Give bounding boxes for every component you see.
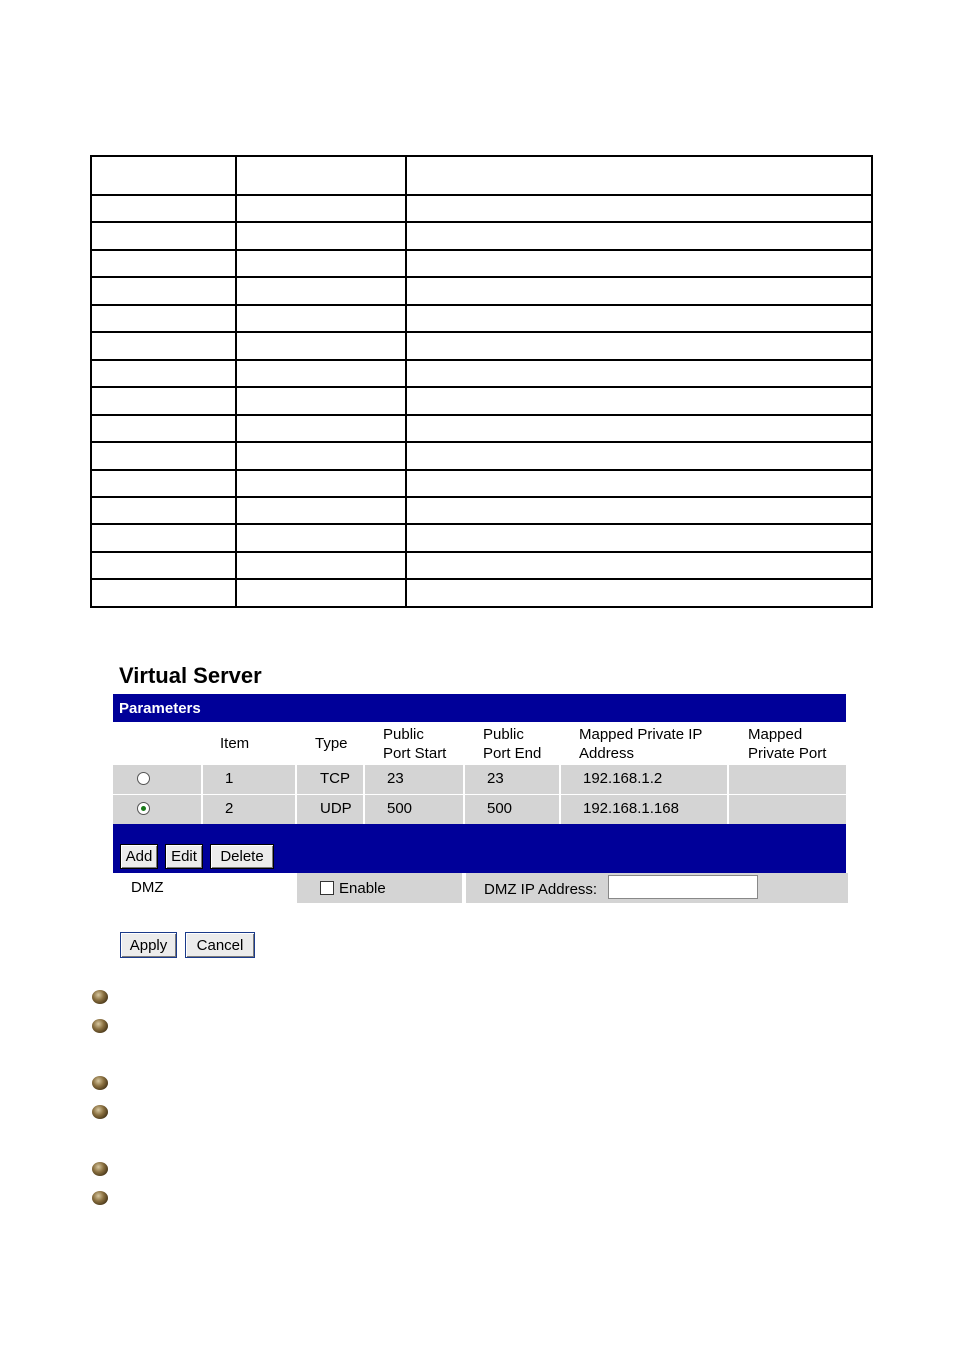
table-row [113,765,846,794]
table-row [91,470,872,497]
table-row [91,277,872,304]
column-header-item: Item [220,735,250,752]
mapped-ip-cell [559,795,729,824]
empty-table-body [91,156,872,607]
table-cell [406,250,872,277]
bullet-icon [92,1019,108,1033]
mapped-ip-cell [559,765,729,794]
port-start-cell [363,765,465,794]
bullet-icon [92,1191,108,1205]
table-cell [406,579,872,607]
item-cell [201,765,297,794]
item-cell [201,795,297,824]
table-row [113,795,846,824]
port-end-value: 23 [487,770,504,787]
table-cell [406,552,872,579]
table-cell [406,470,872,497]
table-row [91,524,872,551]
table-row [91,552,872,579]
dmz-enable-cell [297,873,462,903]
table-cell [236,156,406,195]
row-radio[interactable] [137,802,150,815]
table-row [91,156,872,195]
table-cell [236,470,406,497]
table-cell [236,415,406,442]
item-value: 1 [225,770,234,787]
table-row [91,579,872,607]
table-cell [91,332,236,359]
table-cell [91,222,236,249]
table-cell [406,222,872,249]
type-cell [295,795,365,824]
table-cell [236,524,406,551]
table-cell [91,277,236,304]
type-cell [295,765,365,794]
table-cell [406,277,872,304]
column-header-type: Type [315,735,348,752]
parameters-label: Parameters [119,700,201,717]
column-header-private-port: Mapped Private Port [748,726,827,762]
add-button[interactable]: Add [120,844,158,869]
port-start-value: 500 [387,800,413,817]
table-row [91,332,872,359]
table-cell [406,360,872,387]
table-cell [406,387,872,414]
table-cell [91,524,236,551]
row-radio[interactable] [137,772,150,785]
type-value: TCP [320,770,350,787]
table-cell [91,497,236,524]
bullet-icon [92,1076,108,1090]
table-cell [236,277,406,304]
mapped-ip-value: 192.168.1.2 [583,770,663,787]
table-cell [406,195,872,222]
table-cell [91,470,236,497]
page-title: Virtual Server [119,663,262,688]
table-row [91,442,872,469]
table-row [91,497,872,524]
dmz-ip-label: DMZ IP Address: [484,881,598,898]
table-cell [406,305,872,332]
table-cell [406,415,872,442]
table-row [91,387,872,414]
bullet-icon [92,990,108,1004]
private-port-cell [727,795,848,824]
table-row [91,250,872,277]
private-port-cell [727,765,848,794]
table-cell [236,497,406,524]
port-end-cell [463,765,561,794]
table-cell [236,332,406,359]
table-cell [406,156,872,195]
dmz-ip-input[interactable] [608,875,758,899]
action-bar [113,824,846,873]
apply-button[interactable]: Apply [120,932,177,958]
table-cell [91,415,236,442]
column-header-port-start: Public Port Start [383,726,447,762]
table-cell [406,524,872,551]
table-cell [236,222,406,249]
row-select-cell [113,765,201,794]
delete-button[interactable]: Delete [210,844,274,869]
table-cell [236,442,406,469]
table-cell [91,250,236,277]
port-end-value: 500 [487,800,513,817]
table-cell [91,360,236,387]
table-row [91,415,872,442]
table-cell [406,497,872,524]
table-cell [236,387,406,414]
port-start-cell [363,795,465,824]
table-row [91,222,872,249]
column-header-port-end: Public Port End [483,726,542,762]
table-row [91,195,872,222]
table-cell [91,579,236,607]
table-cell [236,195,406,222]
table-cell [91,387,236,414]
cancel-button[interactable]: Cancel [185,932,255,958]
table-row [91,305,872,332]
dmz-enable-label: Enable [339,880,386,897]
table-cell [91,442,236,469]
table-row [91,360,872,387]
dmz-label: DMZ [131,879,164,896]
table-cell [236,250,406,277]
table-cell [406,442,872,469]
dmz-enable-checkbox[interactable] [320,881,334,895]
empty-table [90,155,873,608]
table-cell [91,156,236,195]
table-cell [236,579,406,607]
row-select-cell [113,795,201,824]
table-cell [406,332,872,359]
dmz-ip-cell [464,873,848,903]
type-value: UDP [320,800,352,817]
table-cell [91,305,236,332]
table-cell [91,552,236,579]
dmz-row [113,873,846,903]
table-cell [236,552,406,579]
item-value: 2 [225,800,234,817]
port-start-value: 23 [387,770,404,787]
mapped-ip-value: 192.168.1.168 [583,800,679,817]
bullet-icon [92,1162,108,1176]
table-cell [236,360,406,387]
table-cell [91,195,236,222]
parameters-header [113,694,846,722]
edit-button[interactable]: Edit [165,844,203,869]
column-header-mapped-ip: Mapped Private IP Address [579,726,703,762]
port-end-cell [463,795,561,824]
table-cell [236,305,406,332]
bullet-icon [92,1105,108,1119]
